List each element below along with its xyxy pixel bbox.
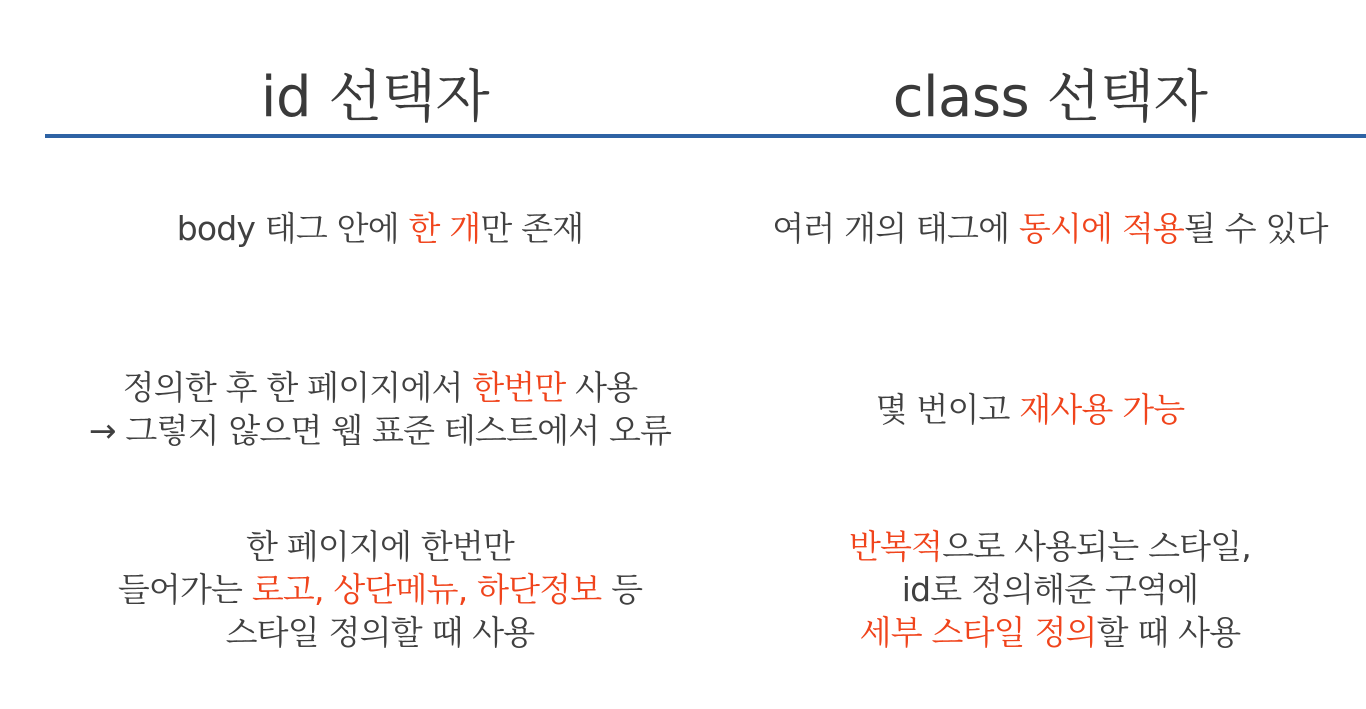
- id-use-once-text: [20, 366, 740, 452]
- highlighted-text: 세부 스타일 정의: [859, 613, 1097, 652]
- highlighted-text: 동시에 적용: [1018, 209, 1184, 248]
- plain-text: 사용: [565, 368, 638, 407]
- text-line: [20, 366, 740, 409]
- text-line: [20, 525, 740, 568]
- text-line: [20, 409, 740, 452]
- highlighted-text: 재사용 가능: [1019, 390, 1185, 429]
- plain-text: 될 수 있다: [1184, 209, 1328, 248]
- text-line: [690, 388, 1366, 431]
- plain-text: 할 때 사용: [1096, 613, 1241, 652]
- text-line: [690, 611, 1366, 654]
- plain-text: 등: [601, 570, 643, 609]
- highlighted-text: 한 개: [408, 209, 481, 248]
- highlighted-text: 반복적: [848, 527, 943, 566]
- plain-text: body 태그 안에: [176, 209, 409, 248]
- class-detail-style-text: [690, 525, 1366, 654]
- text-line: [20, 611, 740, 654]
- header-divider: [45, 134, 1366, 138]
- class-selector-heading: class 선택자: [892, 65, 1208, 130]
- id-selector-heading: id 선택자: [260, 65, 490, 130]
- text-line: [20, 207, 740, 250]
- plain-text: 몇 번이고: [875, 390, 1020, 429]
- plain-text: 스타일 정의할 때 사용: [225, 613, 535, 652]
- plain-text: 으로 사용되는 스타일,: [942, 527, 1251, 566]
- id-layout-usage-text: [20, 525, 740, 654]
- text-line: [690, 207, 1366, 250]
- plain-text: 정의한 후 한 페이지에서: [122, 368, 473, 407]
- text-line: [690, 568, 1366, 611]
- id-single-occurrence-text: [20, 207, 740, 250]
- text-line: [690, 525, 1366, 568]
- plain-text: 들어가는: [117, 570, 252, 609]
- plain-text: 한 페이지에 한번만: [245, 527, 514, 566]
- plain-text: 만 존재: [480, 209, 584, 248]
- highlighted-text: 로고, 상단메뉴, 하단정보: [251, 570, 602, 609]
- highlighted-text: 한번만: [472, 368, 566, 407]
- plain-text: → 그렇지 않으면 웹 표준 테스트에서 오류: [88, 411, 672, 450]
- class-multiple-apply-text: [690, 207, 1366, 250]
- plain-text: 여러 개의 태그에: [772, 209, 1019, 248]
- class-reusable-text: [690, 388, 1366, 431]
- plain-text: id로 정의해준 구역에: [901, 570, 1199, 609]
- text-line: [20, 568, 740, 611]
